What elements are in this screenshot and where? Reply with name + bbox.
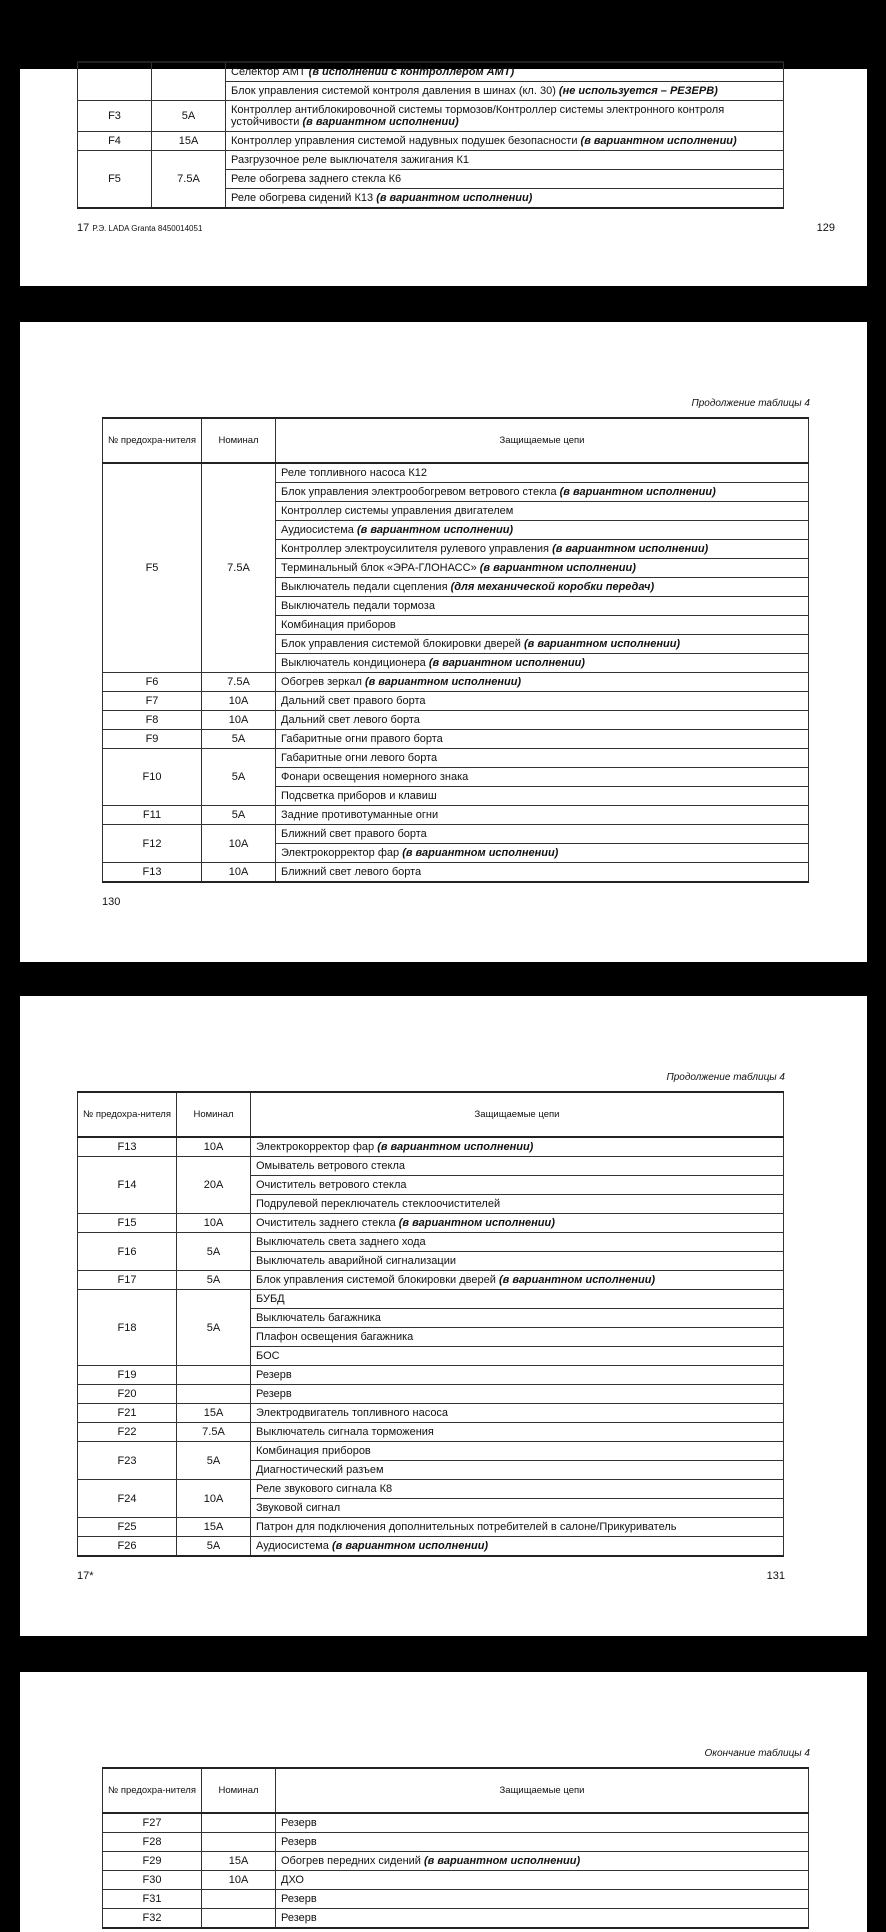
circuit-text: Плафон освещения багажника (256, 1331, 414, 1343)
circuit-cell (276, 1909, 809, 1929)
circuit-cell (251, 1442, 784, 1461)
circuit-text: БОС (256, 1350, 280, 1362)
circuit-note: (в вариантном исполнении) (302, 116, 459, 128)
circuit-text: Аудиосистема (256, 1540, 332, 1552)
fuse-rating (177, 1366, 251, 1385)
circuit-text: Резерв (281, 1836, 317, 1848)
circuit-text: Выключатель аварийной сигнализации (256, 1255, 457, 1267)
circuit-cell (251, 1157, 784, 1176)
fuse-id: F13 (103, 863, 202, 883)
circuit-cell (226, 189, 784, 209)
circuit-text: Блок управления системой блокировки дверей (281, 638, 524, 650)
fuse-rating: 7.5A (202, 463, 276, 673)
table-row (103, 673, 809, 692)
circuit-note: (в вариантном исполнении) (428, 657, 585, 669)
header-fuse: № предохра-нителя (103, 418, 202, 463)
circuit-cell (276, 711, 809, 730)
fuse-rating (202, 1813, 276, 1833)
circuit-note: (в вариантном исполнении) (559, 486, 716, 498)
fuse-id: F15 (78, 1214, 177, 1233)
circuit-cell (226, 101, 784, 132)
fuse-id: F17 (78, 1271, 177, 1290)
circuit-note: (в вариантном исполнении) (552, 543, 709, 555)
circuit-text: Реле топливного насоса К12 (281, 467, 427, 479)
circuit-note: (в вариантном исполнении) (377, 1141, 534, 1153)
page-number: 131 (766, 1570, 785, 1582)
header-rating: Номинал (202, 1768, 276, 1813)
fuse-rating: 10A (177, 1214, 251, 1233)
circuit-cell (276, 844, 809, 863)
circuit-text: Резерв (281, 1912, 317, 1924)
circuit-cell (251, 1137, 784, 1157)
fuse-rating (152, 62, 226, 101)
fuse-id: F9 (103, 730, 202, 749)
fuse-table (102, 417, 809, 883)
fuse-id: F19 (78, 1366, 177, 1385)
circuit-note: (в вариантном исполнении) (523, 638, 681, 650)
table-row (103, 463, 809, 483)
fuse-rating: 10A (177, 1480, 251, 1518)
circuit-text: Очиститель заднего стекла (256, 1217, 399, 1229)
fuse-id: F7 (103, 692, 202, 711)
table-row (78, 1271, 784, 1290)
circuit-cell (276, 1871, 809, 1890)
page-number: 130 (102, 896, 121, 908)
circuit-text: Очиститель ветрового стекла (256, 1179, 407, 1191)
circuit-note: (в вариантном исполнении) (356, 524, 514, 536)
circuit-cell (276, 578, 809, 597)
circuit-cell (226, 151, 784, 170)
header-fuse: № предохра-нителя (103, 1768, 202, 1813)
fuse-rating: 5A (202, 806, 276, 825)
circuit-cell (276, 749, 809, 768)
circuit-note: (для механической коробки передач) (450, 581, 655, 593)
fuse-rating: 5A (177, 1442, 251, 1480)
table-caption: Окончание таблицы 4 (704, 1748, 810, 1759)
circuit-text: Ближний свет левого борта (281, 866, 422, 878)
fuse-table (77, 1091, 784, 1557)
fuse-id: F11 (103, 806, 202, 825)
page-number: 129 (816, 222, 835, 234)
circuit-text: Обогрев зеркал (281, 676, 365, 688)
circuit-text: Резерв (281, 1817, 317, 1829)
circuit-text: Контроллер управления системой надувных подушек безопасности (231, 135, 581, 147)
table-row (78, 1233, 784, 1252)
circuit-note: (не используется – РЕЗЕРВ) (558, 85, 718, 97)
circuit-cell (251, 1176, 784, 1195)
circuit-text: Обогрев передних сидений (281, 1855, 424, 1867)
fuse-table-body (78, 62, 784, 208)
circuit-cell (276, 1852, 809, 1871)
circuit-note: (в вариантном исполнении) (402, 847, 559, 859)
circuit-cell (276, 825, 809, 844)
fuse-id: F30 (103, 1871, 202, 1890)
fuse-table (77, 61, 784, 209)
circuit-cell (276, 692, 809, 711)
fuse-id: F12 (103, 825, 202, 863)
circuit-text: Дальний свет левого борта (281, 714, 420, 726)
circuit-cell (251, 1404, 784, 1423)
circuit-text: Блок управления электрообогревом ветрового стекла (281, 486, 560, 498)
fuse-rating (177, 1385, 251, 1404)
fuse-rating: 7.5A (152, 151, 226, 209)
circuit-cell (251, 1537, 784, 1557)
circuit-text: Блок управления системой блокировки дверей (256, 1274, 499, 1286)
circuit-cell (251, 1328, 784, 1347)
fuse-id: F3 (78, 101, 152, 132)
fuse-table-body (103, 1813, 809, 1928)
fuse-rating: 15A (177, 1518, 251, 1537)
circuit-note: (в вариантном исполнении) (376, 192, 533, 204)
circuit-cell (251, 1233, 784, 1252)
circuit-note: (в вариантном исполнении) (479, 562, 636, 574)
circuit-text: Контроллер электроусилителя рулевого управления (281, 543, 553, 555)
fuse-rating: 10A (177, 1137, 251, 1157)
circuit-text: Звуковой сигнал (256, 1502, 341, 1514)
fuse-id: F24 (78, 1480, 177, 1518)
circuit-text: Разгрузочное реле выключателя зажигания К1 (231, 154, 469, 166)
fuse-rating: 7.5A (177, 1423, 251, 1442)
fuse-rating: 15A (152, 132, 226, 151)
circuit-text: Ближний свет правого борта (281, 828, 427, 840)
circuit-cell (226, 82, 784, 101)
circuit-text: Реле обогрева заднего стекла К6 (231, 173, 402, 185)
fuse-id: F14 (78, 1157, 177, 1214)
table-row (103, 1909, 809, 1929)
circuit-cell (251, 1461, 784, 1480)
table-row (103, 1852, 809, 1871)
circuit-cell (276, 654, 809, 673)
circuit-cell (251, 1271, 784, 1290)
circuit-cell (276, 616, 809, 635)
fuse-id: F27 (103, 1813, 202, 1833)
circuit-text: Габаритные огни левого борта (281, 752, 438, 764)
circuit-text: Подсветка приборов и клавиш (281, 790, 437, 802)
fuse-id: F25 (78, 1518, 177, 1537)
document-page-132 (20, 1672, 867, 1932)
circuit-cell (276, 483, 809, 502)
circuit-cell (251, 1195, 784, 1214)
circuit-cell (276, 806, 809, 825)
fuse-rating: 10A (202, 1871, 276, 1890)
table-row (78, 62, 784, 82)
table-row (78, 1157, 784, 1176)
table-row (103, 749, 809, 768)
table-row (78, 1137, 784, 1157)
fuse-rating: 5A (177, 1233, 251, 1271)
circuit-text: Выключатель педали тормоза (281, 600, 435, 612)
table-row (78, 1518, 784, 1537)
circuit-note: (в вариантном исполнении) (398, 1217, 555, 1229)
table-row (78, 1366, 784, 1385)
table-row (103, 825, 809, 844)
circuit-text: Реле обогрева сидений К13 (231, 192, 377, 204)
circuit-text: Выключатель кондиционера (281, 657, 429, 669)
circuit-cell (276, 1890, 809, 1909)
fuse-id: F32 (103, 1909, 202, 1929)
circuit-cell (251, 1518, 784, 1537)
fuse-rating: 5A (177, 1290, 251, 1366)
header-fuse: № предохра-нителя (78, 1092, 177, 1137)
circuit-note: (в вариантном исполнении) (580, 135, 737, 147)
fuse-rating: 5A (202, 749, 276, 806)
fuse-rating: 10A (202, 692, 276, 711)
fuse-rating: 10A (202, 711, 276, 730)
table-row (78, 132, 784, 151)
circuit-cell (276, 521, 809, 540)
table-row (103, 711, 809, 730)
header-rating: Номинал (177, 1092, 251, 1137)
circuit-cell (251, 1309, 784, 1328)
circuit-text: Задние противотуманные огни (281, 809, 439, 821)
fuse-table-body (103, 463, 809, 882)
circuit-cell (276, 1813, 809, 1833)
table-row (103, 1833, 809, 1852)
circuit-cell (276, 540, 809, 559)
table-row (78, 1480, 784, 1499)
fuse-rating (202, 1890, 276, 1909)
circuit-text: Омыватель ветрового стекла (256, 1160, 406, 1172)
fuse-id: F18 (78, 1290, 177, 1366)
footer-number: 17 (77, 222, 90, 234)
circuit-text: Габаритные огни правого борта (281, 733, 443, 745)
fuse-id: F5 (78, 151, 152, 209)
footer-left: 17* (77, 1570, 94, 1582)
fuse-table (102, 1767, 809, 1929)
circuit-text: БУБД (256, 1293, 285, 1305)
fuse-id: F29 (103, 1852, 202, 1871)
circuit-text: Реле звукового сигнала К8 (256, 1483, 393, 1495)
circuit-cell (276, 635, 809, 654)
circuit-cell (276, 502, 809, 521)
circuit-note: (в исполнении с контроллером АМТ) (308, 66, 515, 78)
fuse-rating: 5A (152, 101, 226, 132)
document-page-130 (20, 322, 867, 962)
circuit-cell (276, 768, 809, 787)
table-row (78, 101, 784, 132)
fuse-id: F26 (78, 1537, 177, 1557)
circuit-cell (251, 1385, 784, 1404)
circuit-text: Диагностический разъем (256, 1464, 384, 1476)
table-row (78, 1385, 784, 1404)
circuit-note: (в вариантном исполнении) (364, 676, 522, 688)
table-row (78, 1423, 784, 1442)
circuit-cell (251, 1423, 784, 1442)
circuit-cell (276, 863, 809, 883)
circuit-text: Электрокорректор фар (256, 1141, 378, 1153)
circuit-cell (251, 1290, 784, 1309)
circuit-cell (226, 62, 784, 82)
circuit-cell (226, 132, 784, 151)
circuit-cell (226, 170, 784, 189)
circuit-cell (276, 730, 809, 749)
header-rating: Номинал (202, 418, 276, 463)
circuit-cell (251, 1480, 784, 1499)
circuit-cell (276, 559, 809, 578)
circuit-text: Электродвигатель топливного насоса (256, 1407, 449, 1419)
fuse-id: F23 (78, 1442, 177, 1480)
circuit-text: Выключатель света заднего хода (256, 1236, 426, 1248)
table-row (103, 806, 809, 825)
fuse-id: F20 (78, 1385, 177, 1404)
circuit-cell (276, 1833, 809, 1852)
fuse-rating: 7.5A (202, 673, 276, 692)
table-row (78, 1442, 784, 1461)
fuse-rating: 15A (202, 1852, 276, 1871)
circuit-cell (251, 1214, 784, 1233)
circuit-text: Комбинация приборов (281, 619, 396, 631)
fuse-rating (202, 1909, 276, 1929)
circuit-cell (251, 1347, 784, 1366)
circuit-text: Патрон для подключения дополнительных потребителей в салоне/Прикуриватель (256, 1521, 677, 1533)
circuit-text: Выключатель сигнала торможения (256, 1426, 434, 1438)
table-caption: Продолжение таблицы 4 (666, 1072, 785, 1083)
fuse-id: F5 (103, 463, 202, 673)
fuse-id: F21 (78, 1404, 177, 1423)
circuit-text: Блок управления системой контроля давления в шинах (кл. 30) (231, 85, 559, 97)
header-circuits: Защищаемые цепи (276, 418, 809, 463)
circuit-text: Подрулевой переключатель стеклоочистителей (256, 1198, 501, 1210)
circuit-text: Дальний свет правого борта (281, 695, 426, 707)
fuse-id: F16 (78, 1233, 177, 1271)
circuit-cell (251, 1366, 784, 1385)
table-row (78, 1290, 784, 1309)
table-row (103, 1813, 809, 1833)
fuse-id: F8 (103, 711, 202, 730)
circuit-cell (276, 673, 809, 692)
fuse-rating: 20A (177, 1157, 251, 1214)
circuit-text: Фонари освещения номерного знака (281, 771, 469, 783)
table-row (78, 1404, 784, 1423)
circuit-text: Электрокорректор фар (281, 847, 403, 859)
table-caption: Продолжение таблицы 4 (691, 398, 810, 409)
fuse-id: F10 (103, 749, 202, 806)
fuse-rating (202, 1833, 276, 1852)
circuit-text: Выключатель педали сцепления (281, 581, 451, 593)
fuse-id: F6 (103, 673, 202, 692)
table-row (78, 1214, 784, 1233)
circuit-note: (в вариантном исполнении) (423, 1855, 581, 1867)
document-page-131 (20, 996, 867, 1636)
circuit-text: Резерв (256, 1388, 292, 1400)
fuse-rating: 5A (202, 730, 276, 749)
circuit-text: Селектор АМТ (231, 66, 309, 78)
fuse-table-body (78, 1137, 784, 1556)
fuse-rating: 15A (177, 1404, 251, 1423)
circuit-text: Резерв (256, 1369, 292, 1381)
fuse-rating: 5A (177, 1271, 251, 1290)
circuit-note: (в вариантном исполнении) (331, 1540, 489, 1552)
circuit-text: ДХО (281, 1874, 304, 1886)
table-row (103, 692, 809, 711)
fuse-id: F22 (78, 1423, 177, 1442)
header-circuits: Защищаемые цепи (276, 1768, 809, 1813)
fuse-id: F31 (103, 1890, 202, 1909)
footer-doc: Р.Э. LADA Granta 8450014051 (92, 224, 203, 233)
circuit-text: Комбинация приборов (256, 1445, 371, 1457)
circuit-cell (251, 1252, 784, 1271)
circuit-cell (251, 1499, 784, 1518)
circuit-text: Терминальный блок «ЭРА-ГЛОНАСС» (281, 562, 480, 574)
circuit-text: Контроллер системы управления двигателем (281, 505, 514, 517)
table-row (103, 730, 809, 749)
table-row (103, 1871, 809, 1890)
document-page-129 (20, 66, 867, 286)
fuse-id: F13 (78, 1137, 177, 1157)
table-row (103, 1890, 809, 1909)
fuse-rating: 10A (202, 825, 276, 863)
page-footer (77, 222, 202, 234)
circuit-text: Резерв (281, 1893, 317, 1905)
circuit-cell (276, 787, 809, 806)
fuse-id: F28 (103, 1833, 202, 1852)
fuse-id: F4 (78, 132, 152, 151)
circuit-note: (в вариантном исполнении) (498, 1274, 656, 1286)
fuse-id (78, 62, 152, 101)
circuit-text: Выключатель багажника (256, 1312, 381, 1324)
circuit-text: Контроллер антиблокировочной системы тормозов/Контроллер системы электронного контроля устойчивости (231, 104, 725, 128)
table-row (103, 863, 809, 883)
fuse-rating: 5A (177, 1537, 251, 1557)
circuit-cell (276, 597, 809, 616)
header-circuits: Защищаемые цепи (251, 1092, 784, 1137)
table-row (78, 151, 784, 170)
fuse-rating: 10A (202, 863, 276, 883)
circuit-text: Аудиосистема (281, 524, 357, 536)
circuit-cell (276, 463, 809, 483)
table-row (78, 1537, 784, 1557)
